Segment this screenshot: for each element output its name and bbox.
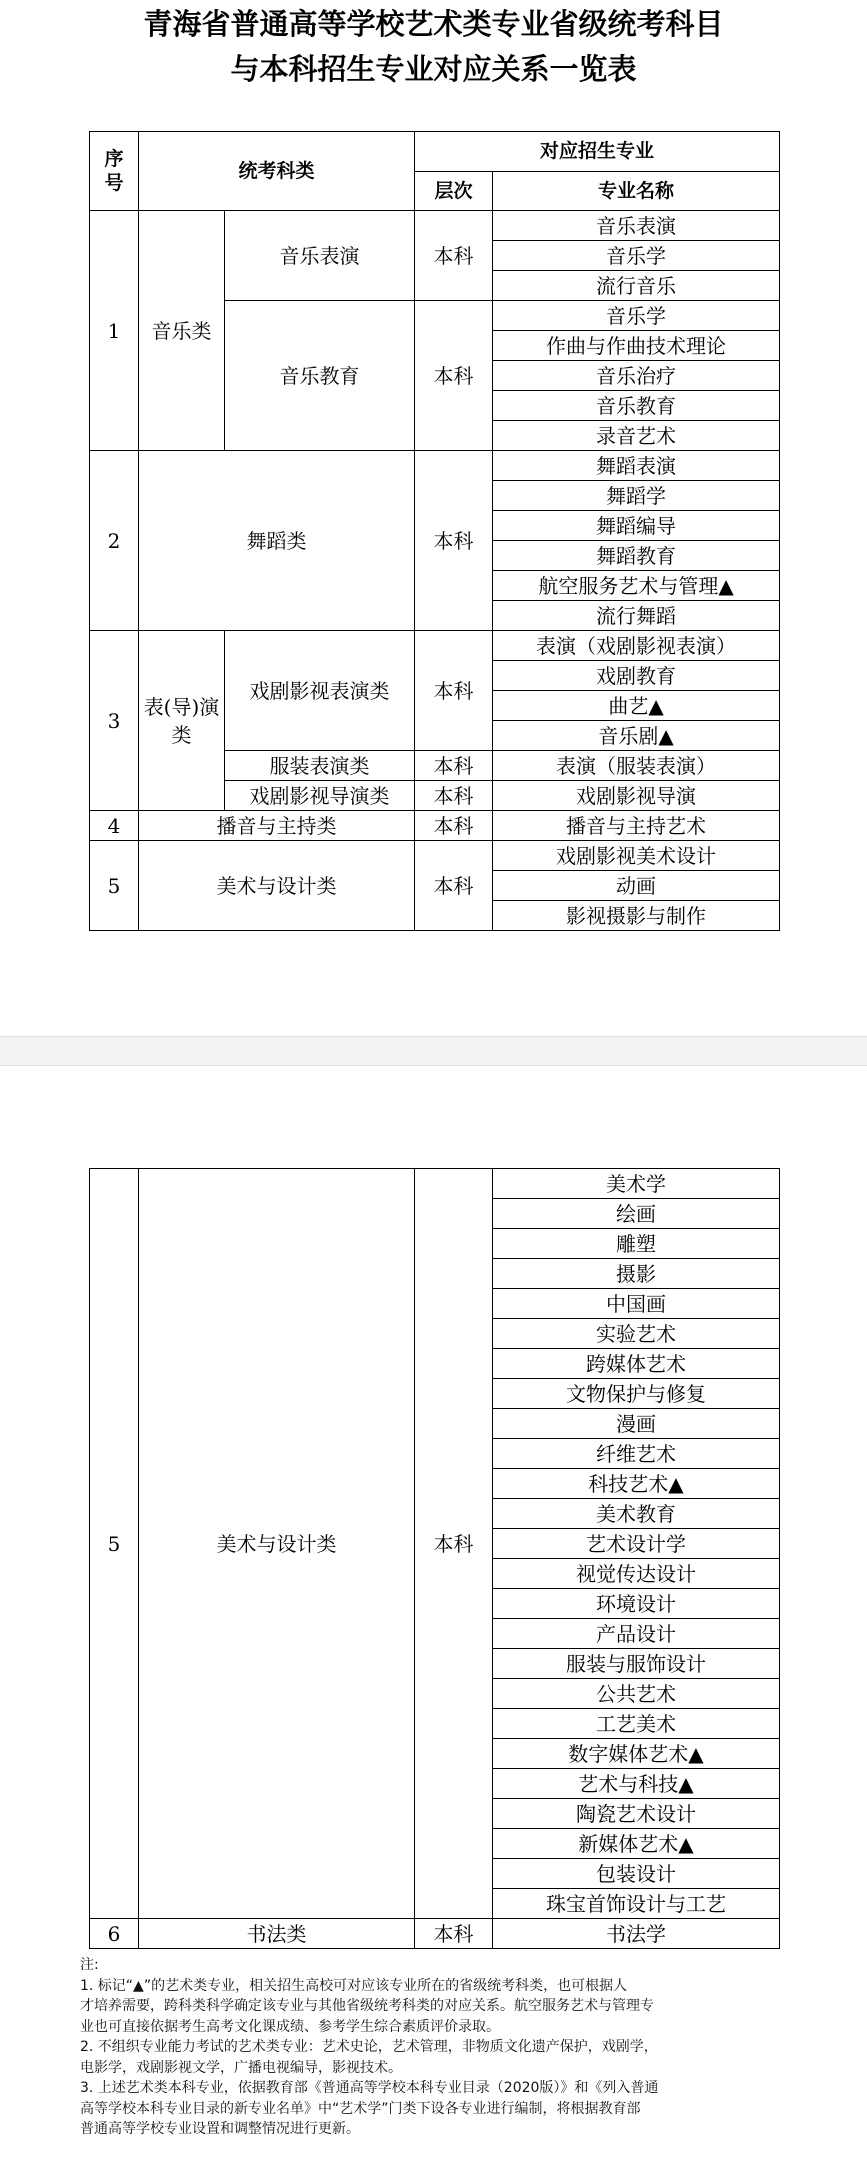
major-name-cell: 艺术设计学 xyxy=(493,1529,780,1559)
table-row xyxy=(90,1169,780,1199)
subcategory-cell: 戏剧影视表演类 xyxy=(225,631,415,751)
level-cell: 本科 xyxy=(415,1169,493,1919)
major-name-cell: 包装设计 xyxy=(493,1859,780,1889)
table-row xyxy=(90,1919,780,1949)
table-row xyxy=(90,451,780,481)
category-cell: 舞蹈类 xyxy=(139,451,415,631)
level-cell: 本科 xyxy=(415,451,493,631)
level-cell: 本科 xyxy=(415,841,493,931)
major-name-cell: 书法学 xyxy=(493,1919,780,1949)
note-line: 1. 标记“▲”的艺术类专业，相关招生高校可对应该专业所在的省级统考科类，也可根据人 xyxy=(80,1977,628,1994)
major-name-cell: 中国画 xyxy=(493,1289,780,1319)
subcategory-cell: 音乐表演 xyxy=(225,211,415,301)
category-cell: 音乐类 xyxy=(139,211,225,451)
major-name-cell: 数字媒体艺术▲ xyxy=(493,1739,780,1769)
major-name-cell: 曲艺▲ xyxy=(493,691,780,721)
major-name-cell: 摄影 xyxy=(493,1259,780,1289)
category-cell: 美术与设计类 xyxy=(139,841,415,931)
category-cell: 播音与主持类 xyxy=(139,811,415,841)
major-name-cell: 环境设计 xyxy=(493,1589,780,1619)
notes-section xyxy=(80,1955,800,2140)
note-line: 高等学校本科专业目录的新专业名单》中“艺术学”门类下设各专业进行编制，将根据教育部 xyxy=(80,2100,641,2117)
major-name-cell: 流行舞蹈 xyxy=(493,601,780,631)
header-major-group: 对应招生专业 xyxy=(415,132,780,172)
page-break xyxy=(0,1036,867,1066)
major-name-cell: 珠宝首饰设计与工艺 xyxy=(493,1889,780,1919)
table-row xyxy=(90,841,780,871)
page-title-line1: 青海省普通高等学校艺术类专业省级统考科目 xyxy=(143,7,724,41)
seq-cell: 4 xyxy=(90,811,139,841)
level-cell: 本科 xyxy=(415,631,493,751)
major-name-cell: 影视摄影与制作 xyxy=(493,901,780,931)
major-name-cell: 录音艺术 xyxy=(493,421,780,451)
major-name-cell: 舞蹈表演 xyxy=(493,451,780,481)
major-name-cell: 视觉传达设计 xyxy=(493,1559,780,1589)
category-cell: 书法类 xyxy=(139,1919,415,1949)
major-name-cell: 艺术与科技▲ xyxy=(493,1769,780,1799)
table-row xyxy=(90,811,780,841)
level-cell: 本科 xyxy=(415,751,493,781)
category-cell: 美术与设计类 xyxy=(139,1169,415,1919)
seq-cell: 1 xyxy=(90,211,139,451)
level-cell: 本科 xyxy=(415,811,493,841)
table-row xyxy=(90,211,780,241)
major-name-cell: 美术教育 xyxy=(493,1499,780,1529)
major-name-cell: 音乐剧▲ xyxy=(493,721,780,751)
major-name-cell: 表演（戏剧影视表演） xyxy=(493,631,780,661)
subcategory-cell: 音乐教育 xyxy=(225,301,415,451)
major-name-cell: 戏剧影视美术设计 xyxy=(493,841,780,871)
note-line: 业也可直接依据考生高考文化课成绩、参考学生综合素质评价录取。 xyxy=(80,2018,500,2035)
major-name-cell: 科技艺术▲ xyxy=(493,1469,780,1499)
major-name-cell: 雕塑 xyxy=(493,1229,780,1259)
major-name-cell: 新媒体艺术▲ xyxy=(493,1829,780,1859)
major-name-cell: 音乐学 xyxy=(493,241,780,271)
table-header-row xyxy=(90,132,780,172)
major-name-cell: 音乐学 xyxy=(493,301,780,331)
major-name-cell: 产品设计 xyxy=(493,1619,780,1649)
major-name-cell: 流行音乐 xyxy=(493,271,780,301)
header-seq: 序号 xyxy=(90,132,139,211)
page-title-line2: 与本科招生专业对应关系一览表 xyxy=(230,52,637,86)
note-line: 才培养需要，跨科类科学确定该专业与其他省级统考科类的对应关系。航空服务艺术与管理专 xyxy=(80,1998,654,2014)
seq-cell: 3 xyxy=(90,631,139,811)
note-line: 3. 上述艺术类本科专业，依据教育部《普通高等学校本科专业目录（2020版）》和《列入普通 xyxy=(80,2080,659,2096)
major-name-cell: 播音与主持艺术 xyxy=(493,811,780,841)
major-name-cell: 舞蹈编导 xyxy=(493,511,780,541)
header-category: 统考科类 xyxy=(139,132,415,211)
major-name-cell: 陶瓷艺术设计 xyxy=(493,1799,780,1829)
major-name-cell: 绘画 xyxy=(493,1199,780,1229)
major-name-cell: 公共艺术 xyxy=(493,1679,780,1709)
subcategory-cell: 服装表演类 xyxy=(225,751,415,781)
note-line: 2. 不组织专业能力考试的艺术类专业：艺术史论，艺术管理，非物质文化遗产保护，戏剧学， xyxy=(80,2039,658,2055)
level-cell: 本科 xyxy=(415,1919,493,1949)
major-name-cell: 航空服务艺术与管理▲ xyxy=(493,571,780,601)
table-row xyxy=(90,631,780,661)
mapping-table-page1 xyxy=(89,131,780,931)
note-line: 普通高等学校专业设置和调整情况进行更新。 xyxy=(80,2121,360,2137)
major-name-cell: 作曲与作曲技术理论 xyxy=(493,331,780,361)
major-name-cell: 音乐治疗 xyxy=(493,361,780,391)
major-name-cell: 漫画 xyxy=(493,1409,780,1439)
major-name-cell: 音乐教育 xyxy=(493,391,780,421)
major-name-cell: 舞蹈教育 xyxy=(493,541,780,571)
mapping-table-page2 xyxy=(89,1168,780,1949)
major-name-cell: 动画 xyxy=(493,871,780,901)
header-level: 层次 xyxy=(415,172,493,211)
seq-cell: 6 xyxy=(90,1919,139,1949)
major-name-cell: 工艺美术 xyxy=(493,1709,780,1739)
major-name-cell: 戏剧教育 xyxy=(493,661,780,691)
subcategory-cell: 戏剧影视导演类 xyxy=(225,781,415,811)
major-name-cell: 实验艺术 xyxy=(493,1319,780,1349)
major-name-cell: 文物保护与修复 xyxy=(493,1379,780,1409)
category-cell: 表(导)演类 xyxy=(139,631,225,811)
header-major-name: 专业名称 xyxy=(493,172,780,211)
major-name-cell: 戏剧影视导演 xyxy=(493,781,780,811)
level-cell: 本科 xyxy=(415,301,493,451)
seq-cell: 2 xyxy=(90,451,139,631)
major-name-cell: 跨媒体艺术 xyxy=(493,1349,780,1379)
major-name-cell: 纤维艺术 xyxy=(493,1439,780,1469)
major-name-cell: 表演（服装表演） xyxy=(493,751,780,781)
note-line: 注: xyxy=(80,1957,99,1973)
seq-cell: 5 xyxy=(90,841,139,931)
major-name-cell: 服装与服饰设计 xyxy=(493,1649,780,1679)
seq-cell: 5 xyxy=(90,1169,139,1919)
major-name-cell: 美术学 xyxy=(493,1169,780,1199)
level-cell: 本科 xyxy=(415,211,493,301)
major-name-cell: 音乐表演 xyxy=(493,211,780,241)
level-cell: 本科 xyxy=(415,781,493,811)
note-line: 电影学，戏剧影视文学，广播电视编导，影视技术。 xyxy=(80,2059,402,2076)
major-name-cell: 舞蹈学 xyxy=(493,481,780,511)
